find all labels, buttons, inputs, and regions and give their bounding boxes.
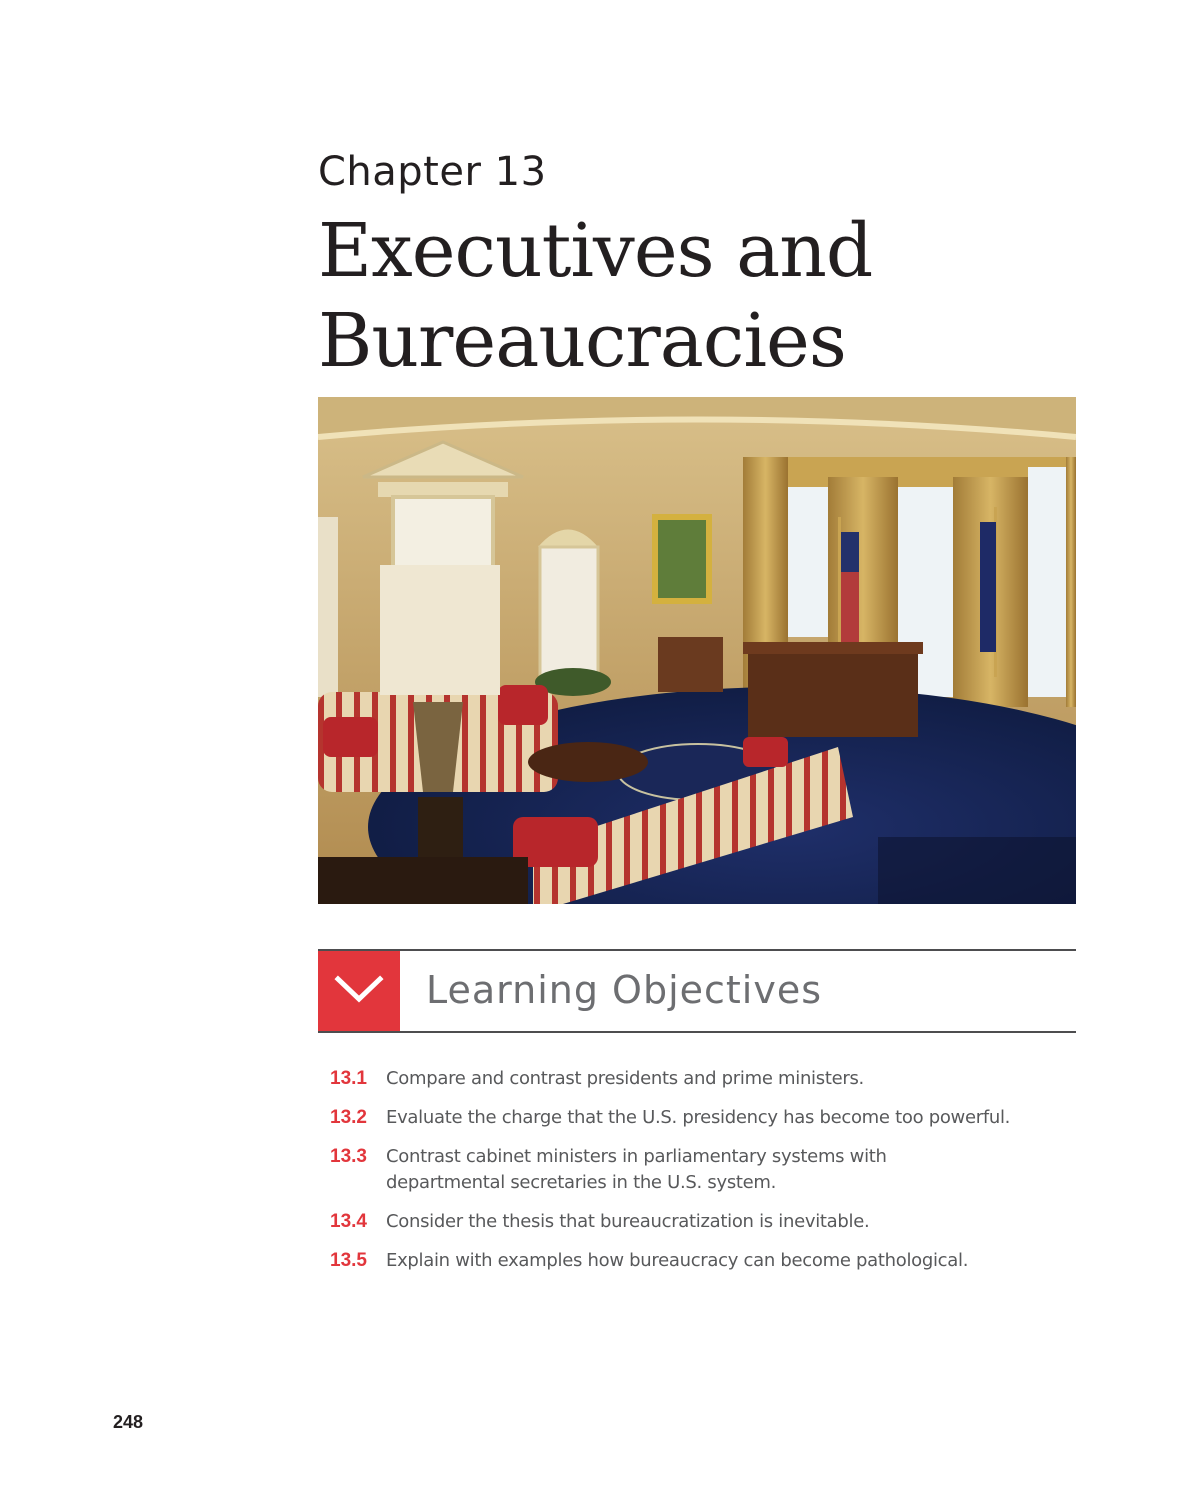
learning-objectives-header bbox=[318, 949, 1076, 1033]
objective-item bbox=[330, 1248, 1090, 1274]
objective-number: 13.1 bbox=[330, 1068, 367, 1089]
objective-number: 13.2 bbox=[330, 1107, 367, 1128]
chevron-down-icon bbox=[334, 974, 384, 1008]
objective-item bbox=[330, 1209, 1090, 1235]
objective-number: 13.3 bbox=[330, 1146, 367, 1167]
objective-text: Explain with examples how bureaucracy can become pathological. bbox=[386, 1250, 969, 1271]
chapter-label: Chapter 13 bbox=[318, 149, 547, 195]
objective-item bbox=[330, 1066, 1090, 1092]
learning-objectives-list bbox=[330, 1066, 1090, 1287]
objective-item bbox=[330, 1105, 1090, 1131]
learning-objectives-badge bbox=[318, 951, 400, 1031]
objective-number: 13.4 bbox=[330, 1211, 367, 1232]
chapter-title bbox=[318, 206, 872, 386]
objective-text: Contrast cabinet ministers in parliamentary systems with departmental secretaries in the U.S. system. bbox=[386, 1146, 887, 1193]
oval-office-photo bbox=[318, 397, 1076, 904]
objective-number: 13.5 bbox=[330, 1250, 367, 1271]
objective-item bbox=[330, 1144, 1090, 1196]
objective-text: Evaluate the charge that the U.S. presidency has become too powerful. bbox=[386, 1107, 1011, 1128]
chapter-title-line-1: Executives and bbox=[318, 208, 873, 294]
objective-text: Compare and contrast presidents and prime ministers. bbox=[386, 1068, 864, 1089]
chapter-title-line-2: Bureaucracies bbox=[318, 298, 846, 384]
oval-office-illustration bbox=[318, 397, 1076, 904]
objective-text: Consider the thesis that bureaucratization is inevitable. bbox=[386, 1211, 870, 1232]
page-number: 248 bbox=[113, 1412, 144, 1432]
learning-objectives-title: Learning Objectives bbox=[426, 968, 823, 1012]
